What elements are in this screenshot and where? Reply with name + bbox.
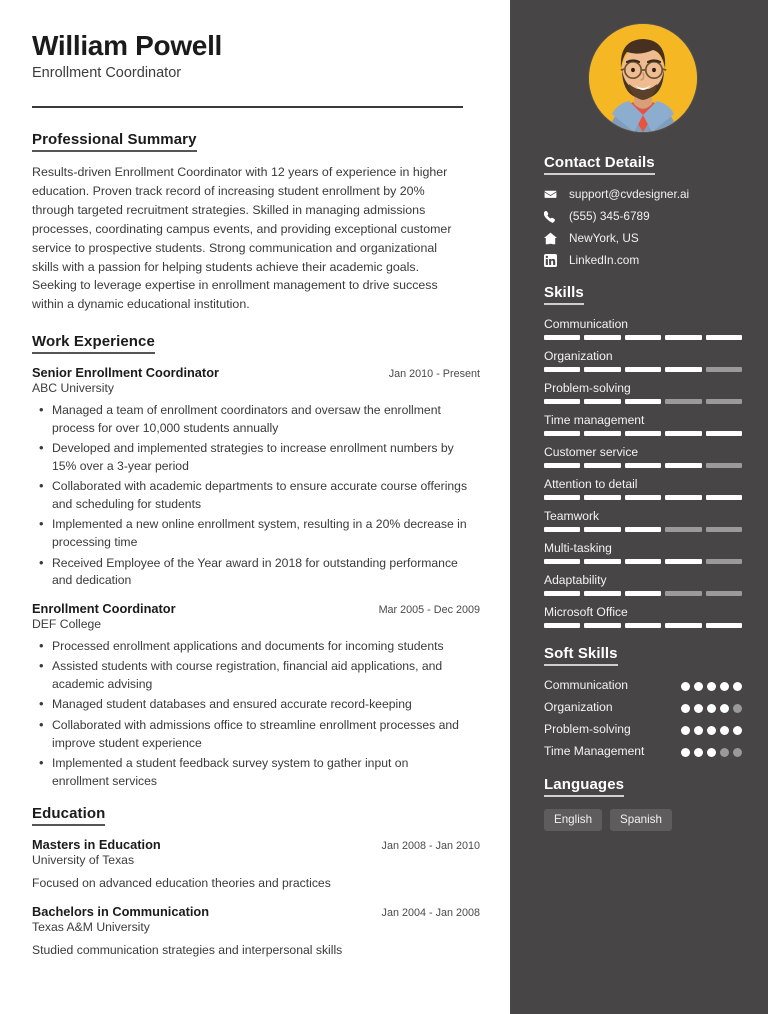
skills-list (544, 317, 742, 628)
skill-item (544, 317, 742, 340)
page-title: William Powell (32, 30, 223, 61)
skill-level-segment (706, 335, 742, 340)
work-date: Jan 2010 - Present (388, 368, 480, 381)
skill-level-segment (706, 431, 742, 436)
work-bullet-list (32, 402, 480, 590)
skill-level-segment (544, 367, 580, 372)
education-description: Studied communication strategies and interpersonal skills (32, 942, 343, 957)
rating-dot (694, 682, 703, 691)
skill-level-segment (625, 399, 661, 404)
rating-dot (694, 704, 703, 713)
skill-level-segment (706, 495, 742, 500)
skill-level-segment (665, 463, 701, 468)
section-heading-work: Work Experience (32, 333, 155, 354)
skill-level-segment (706, 367, 742, 372)
skill-level-bar (544, 527, 742, 532)
rating-dot (720, 726, 729, 735)
education-school: Texas A&M University (32, 919, 150, 934)
education-date: Jan 2004 - Jan 2008 (381, 906, 480, 919)
rating-dot (707, 748, 716, 757)
header-divider (32, 106, 463, 108)
skill-level-segment (706, 559, 742, 564)
contact-linkedin-value: LinkedIn.com (569, 253, 640, 267)
contact-item-phone[interactable] (544, 209, 742, 223)
soft-skill-item (544, 722, 742, 737)
skill-level-segment (625, 335, 661, 340)
skill-level-bar (544, 559, 742, 564)
skill-level-segment (544, 335, 580, 340)
rating-dot (720, 682, 729, 691)
soft-skill-rating (681, 700, 742, 713)
skill-level-segment (665, 623, 701, 628)
header-block (32, 30, 480, 81)
skill-level-segment (584, 399, 620, 404)
skill-level-bar (544, 335, 742, 340)
skill-level-segment (544, 591, 580, 596)
skill-level-segment (625, 623, 661, 628)
skill-label: Customer service (544, 445, 639, 459)
education-degree: Bachelors in Communication (32, 903, 210, 919)
rating-dot (707, 682, 716, 691)
skill-item (544, 509, 742, 532)
section-heading-skills: Skills (544, 284, 584, 305)
phone-icon (544, 210, 562, 223)
rating-dot (720, 704, 729, 713)
avatar-wrapper (544, 24, 742, 132)
rating-dot (681, 682, 690, 691)
skill-level-segment (665, 495, 701, 500)
rating-dot (733, 704, 742, 713)
section-heading-soft-skills: Soft Skills (544, 645, 618, 666)
soft-skill-label: Organization (544, 700, 613, 715)
work-role: Enrollment Coordinator (32, 600, 176, 616)
skill-level-segment (584, 431, 620, 436)
skill-level-segment (584, 495, 620, 500)
skill-level-segment (706, 527, 742, 532)
linkedin-icon (544, 254, 562, 267)
rating-dot (707, 704, 716, 713)
skill-level-segment (584, 367, 620, 372)
skill-level-segment (625, 367, 661, 372)
skill-level-segment (665, 335, 701, 340)
contact-email-value: support@cvdesigner.ai (569, 187, 690, 201)
contact-item-location[interactable] (544, 231, 742, 245)
skill-level-segment (584, 559, 620, 564)
rating-dot (694, 748, 703, 757)
skill-level-bar (544, 495, 742, 500)
work-entry (32, 601, 480, 791)
list-item: • Implemented a student feedback survey system to gather input on enrollment services (32, 755, 480, 790)
skill-level-segment (625, 463, 661, 468)
skill-level-segment (706, 463, 742, 468)
skill-label: Organization (544, 349, 613, 363)
list-item: • Collaborated with academic departments to ensure accurate course offerings and scheduling for students (32, 478, 480, 513)
work-organization: DEF College (32, 616, 102, 631)
skill-label: Microsoft Office (544, 605, 628, 619)
education-entry (32, 837, 480, 893)
skill-level-bar (544, 431, 742, 436)
skill-level-segment (544, 399, 580, 404)
work-role: Senior Enrollment Coordinator (32, 365, 219, 381)
languages-list (544, 809, 742, 831)
education-school: University of Texas (32, 853, 135, 868)
education-description: Focused on advanced education theories and practices (32, 876, 331, 891)
soft-skill-rating (681, 722, 742, 735)
work-entry (32, 365, 480, 590)
skill-level-segment (584, 463, 620, 468)
rating-dot (733, 726, 742, 735)
soft-skills-section (544, 645, 742, 759)
language-chip: English (544, 809, 602, 831)
language-chip: Spanish (610, 809, 672, 831)
skill-label: Time management (544, 413, 645, 427)
list-item: • Received Employee of the Year award in 2018 for outstanding performance and dedication (32, 555, 480, 590)
summary-text: Results-driven Enrollment Coordinator with 12 years of experience in higher education. Proven track record of increasing student enrollment by 20% through targeted recruitment strategies. Skilled in managing admissions processes, coordinating campus events, and providing exceptional customer service to prospective students. Strong communication and organizational skills with a passion for helping students achieve their academic goals. Seeking to leverage expertise in enrollment management to drive success within a dynamic educational institution. (32, 165, 452, 312)
skill-level-segment (625, 527, 661, 532)
soft-skill-item (544, 678, 742, 693)
soft-skills-list (544, 678, 742, 759)
skill-level-segment (584, 527, 620, 532)
contact-item-linkedin[interactable] (544, 253, 742, 267)
skill-level-bar (544, 463, 742, 468)
skill-level-segment (625, 591, 661, 596)
skill-item (544, 413, 742, 436)
soft-skill-item (544, 700, 742, 715)
work-entry-header (32, 365, 480, 380)
list-item: • Managed a team of enrollment coordinators and oversaw the enrollment process for over 10,000 students annually (32, 402, 480, 437)
skill-item (544, 349, 742, 372)
skill-level-segment (665, 591, 701, 596)
section-heading-summary: Professional Summary (32, 131, 197, 152)
rating-dot (733, 748, 742, 757)
languages-section (544, 776, 742, 831)
skill-level-segment (665, 431, 701, 436)
education-section (32, 805, 480, 959)
skill-item (544, 477, 742, 500)
contact-phone-value: (555) 345-6789 (569, 209, 650, 223)
list-item: • Developed and implemented strategies to increase enrollment numbers by 15% over a 3-year period (32, 440, 480, 475)
skill-level-bar (544, 367, 742, 372)
rating-dot (681, 726, 690, 735)
list-item: • Processed enrollment applications and documents for incoming students (32, 638, 480, 656)
skill-level-segment (544, 431, 580, 436)
contact-details-section (544, 154, 742, 267)
education-entry (32, 904, 480, 960)
rating-dot (681, 704, 690, 713)
education-entry-header (32, 837, 480, 852)
list-item: • Managed student databases and ensured accurate record-keeping (32, 696, 480, 714)
profile-photo-illustration (589, 24, 697, 132)
home-icon (544, 232, 562, 245)
work-entry-header (32, 601, 480, 616)
skill-level-segment (544, 463, 580, 468)
skill-item (544, 381, 742, 404)
work-date: Mar 2005 - Dec 2009 (378, 603, 480, 616)
section-heading-contact: Contact Details (544, 154, 655, 175)
list-item: • Implemented a new online enrollment system, resulting in a 20% decrease in processing time (32, 516, 480, 551)
skills-section (544, 284, 742, 628)
work-organization: ABC University (32, 381, 114, 396)
skill-level-segment (544, 495, 580, 500)
skill-item (544, 605, 742, 628)
job-title: Enrollment Coordinator (32, 65, 182, 82)
soft-skill-item (544, 744, 742, 759)
skill-level-segment (665, 527, 701, 532)
contact-item-email[interactable] (544, 187, 742, 201)
professional-summary-section (32, 131, 480, 314)
skill-level-bar (544, 591, 742, 596)
education-entry-header (32, 904, 480, 919)
rating-dot (720, 748, 729, 757)
skill-level-segment (584, 623, 620, 628)
skill-label: Adaptability (544, 573, 607, 587)
skill-level-segment (665, 367, 701, 372)
envelope-icon (544, 188, 562, 201)
skill-level-bar (544, 623, 742, 628)
skill-level-segment (706, 591, 742, 596)
soft-skill-label: Time Management (544, 744, 645, 759)
skill-level-segment (544, 559, 580, 564)
skill-item (544, 573, 742, 596)
rating-dot (681, 748, 690, 757)
skill-level-segment (584, 335, 620, 340)
skill-level-segment (544, 527, 580, 532)
section-heading-education: Education (32, 805, 105, 826)
skill-level-segment (625, 431, 661, 436)
skill-level-segment (706, 399, 742, 404)
skill-label: Multi-tasking (544, 541, 612, 555)
work-experience-section (32, 333, 480, 790)
skill-label: Communication (544, 317, 629, 331)
soft-skill-label: Problem-solving (544, 722, 631, 737)
avatar (589, 24, 697, 132)
skill-level-segment (544, 623, 580, 628)
skill-level-segment (625, 559, 661, 564)
sidebar (510, 0, 768, 1014)
skill-level-segment (625, 495, 661, 500)
skill-item (544, 445, 742, 468)
rating-dot (707, 726, 716, 735)
education-degree: Masters in Education (32, 837, 161, 853)
skill-level-segment (584, 591, 620, 596)
rating-dot (694, 726, 703, 735)
skill-level-segment (665, 559, 701, 564)
work-bullet-list (32, 638, 480, 791)
rating-dot (733, 682, 742, 691)
list-item: • Assisted students with course registration, financial aid applications, and academic advising (32, 658, 480, 693)
section-heading-languages: Languages (544, 776, 624, 797)
skill-label: Attention to detail (544, 477, 638, 491)
soft-skill-rating (681, 744, 742, 757)
soft-skill-label: Communication (544, 678, 629, 692)
education-date: Jan 2008 - Jan 2010 (381, 840, 480, 853)
contact-location-value: NewYork, US (569, 231, 639, 245)
skill-level-segment (706, 623, 742, 628)
list-item: • Collaborated with admissions office to streamline enrollment processes and improve student experience (32, 717, 480, 752)
skill-label: Teamwork (544, 509, 600, 523)
skill-item (544, 541, 742, 564)
skill-label: Problem-solving (544, 381, 631, 395)
skill-level-bar (544, 399, 742, 404)
skill-level-segment (665, 399, 701, 404)
soft-skill-rating (681, 678, 742, 691)
